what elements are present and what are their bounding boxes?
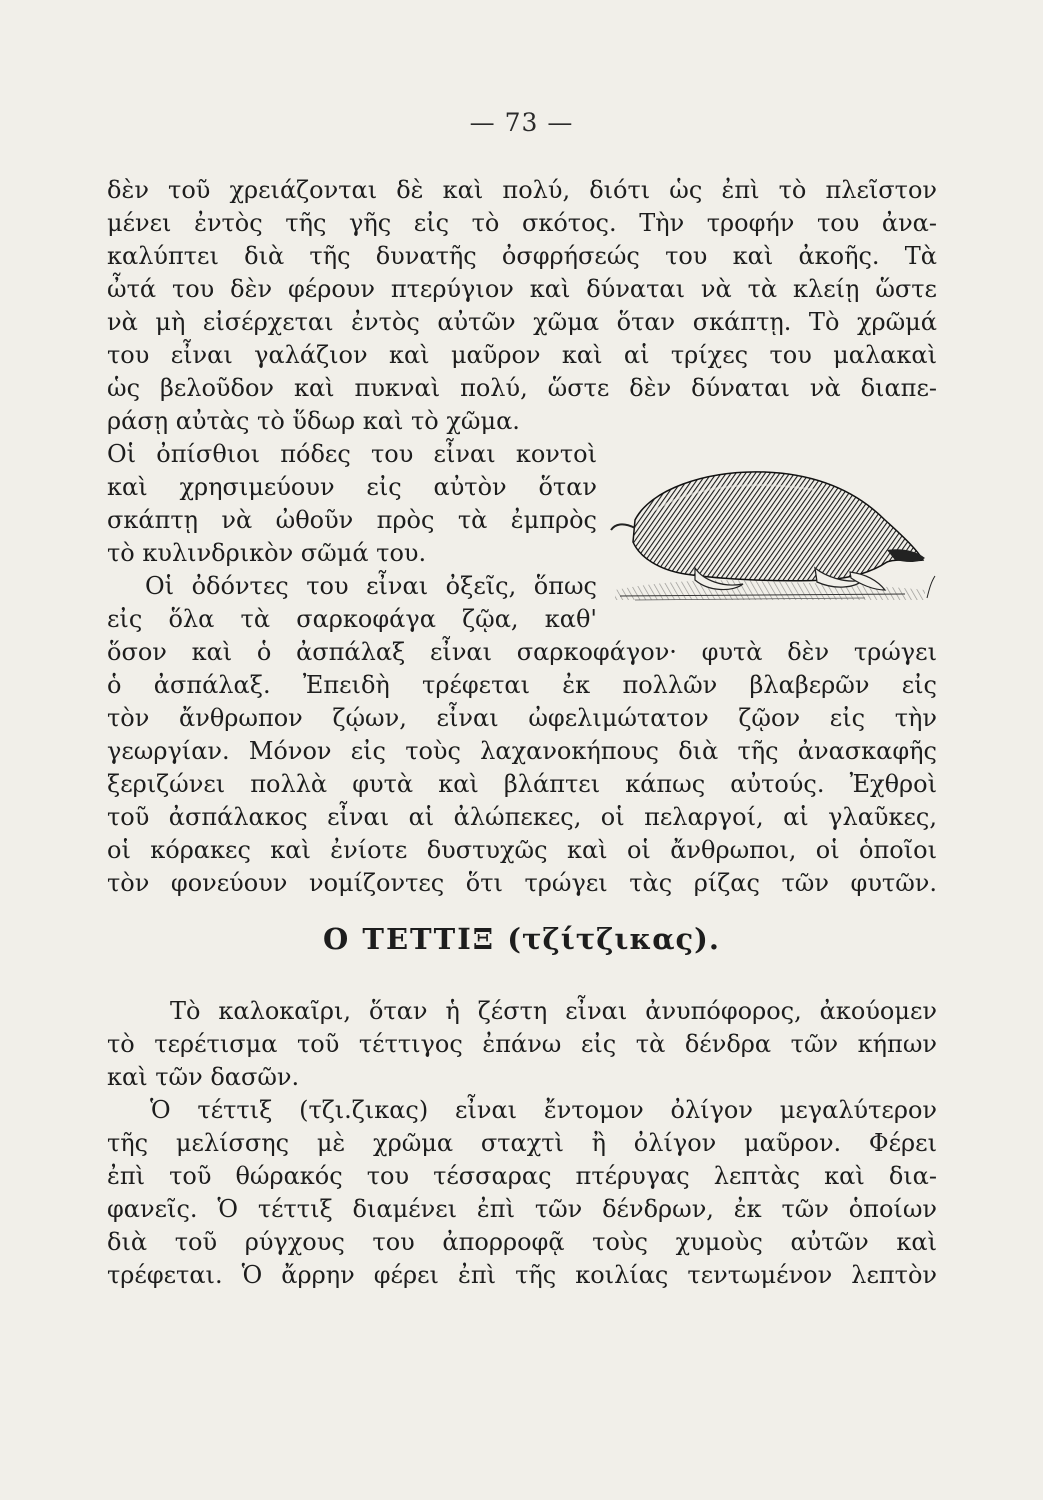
text-line: του εἶναι γαλάζιον καὶ μαῦρον καὶ αἱ τρίχες του μαλακαὶ [107,341,937,369]
text-line: τὸ κυλινδρικὸν σῶμά του. [107,539,427,567]
text-line: καὶ τῶν δασῶν. [107,1063,300,1091]
text-line: σκάπτῃ νὰ ὠθοῦν πρὸς τὰ ἐμπρὸς [107,506,597,534]
mole-illustration [605,450,940,615]
section-title-main: Ο ΤΕΤΤΙΞ [323,922,496,956]
text-line: δὲν τοῦ χρειάζονται δὲ καὶ πολύ, διότι ὡς ἐπὶ τὸ πλεῖστον [107,176,937,204]
text-line: Τὸ καλοκαῖρι, ὅταν ἡ ζέστη εἶναι ἀνυπόφορος, ἀκούομεν [170,997,937,1025]
page-number: — 73 — [469,108,574,137]
text-line: τὸν ἄνθρωπον ζῴων, εἶναι ὠφελιμώτατον ζῷον εἰς τὴν [107,704,937,732]
text-line: γεωργίαν. Μόνον εἰς τοὺς λαχανοκήπους διὰ τῆς ἀνασκαφῆς [107,737,937,765]
text-line: εἰς ὅλα τὰ σαρκοφάγα ζῷα, καθ' [107,605,597,633]
text-line: μένει ἐντὸς τῆς γῆς εἰς τὸ σκότος. Τὴν τροφήν του ἀνα- [107,209,937,237]
text-line: διὰ τοῦ ρύγχους του ἀπορροφᾷ τοὺς χυμοὺς αὐτῶν καὶ [107,1228,937,1256]
text-line: καὶ χρησιμεύουν εἰς αὐτὸν ὅταν [107,473,597,501]
text-line: φανεῖς. Ὁ τέττιξ διαμένει ἐπὶ τῶν δένδρων, ἐκ τῶν ὁποίων [107,1195,937,1223]
text-line: Οἱ ὀδόντες του εἶναι ὀξεῖς, ὅπως [145,572,597,600]
text-line: τὸν φονεύουν νομίζοντες ὅτι τρώγει τὰς ρίζας τῶν φυτῶν. [107,869,937,897]
text-line: τὸ τερέτισμα τοῦ τέττιγος ἐπάνω εἰς τὰ δένδρα τῶν κήπων [107,1030,937,1058]
text-line: οἱ κόρακες καὶ ἐνίοτε δυστυχῶς καὶ οἱ ἄνθρωποι, οἱ ὁποῖοι [107,836,937,864]
section-title-subtitle: (τζίτζικας). [507,922,720,956]
text-line: Ὁ τέττιξ (τζι.ζικας) εἶναι ἔντομον ὀλίγον μεγαλύτερον [150,1096,937,1124]
text-line: ὡς βελοῦδον καὶ πυκναὶ πολύ, ὥστε δὲν δύναται νὰ διαπε- [107,374,937,402]
text-line: τῆς μελίσσης μὲ χρῶμα σταχτὶ ἢ ὀλίγον μαῦρον. Φέρει [107,1129,937,1157]
section-title [0,922,1043,956]
text-line: ὅσον καὶ ὁ ἀσπάλαξ εἶναι σαρκοφάγον· φυτὰ δὲν τρώγει [107,638,937,666]
text-line: καλύπτει διὰ τῆς δυνατῆς ὀσφρήσεώς του καὶ ἀκοῆς. Τὰ [107,242,937,270]
text-line: ὦτά του δὲν φέρουν πτερύγιον καὶ δύναται νὰ τὰ κλείῃ ὥστε [107,275,937,303]
text-line: Οἱ ὀπίσθιοι πόδες του εἶναι κοντοὶ [107,440,597,468]
text-line: ἐπὶ τοῦ θώρακός του τέσσαρας πτέρυγας λεπτὰς καὶ δια- [107,1162,937,1190]
text-line: ράσῃ αὐτὰς τὸ ὕδωρ καὶ τὸ χῶμα. [107,407,520,435]
text-line: τρέφεται. Ὁ ἄρρην φέρει ἐπὶ τῆς κοιλίας τεντωμένον λεπτὸν [107,1261,937,1289]
text-line: τοῦ ἀσπάλακος εἶναι αἱ ἀλώπεκες, οἱ πελαργοί, αἱ γλαῦκες, [107,803,937,831]
text-line: νὰ μὴ εἰσέρχεται ἐντὸς αὐτῶν χῶμα ὅταν σκάπτῃ. Τὸ χρῶμά [107,308,937,336]
text-line: ὁ ἀσπάλαξ. Ἐπειδὴ τρέφεται ἐκ πολλῶν βλαβερῶν εἰς [107,671,937,699]
text-line: ξεριζώνει πολλὰ φυτὰ καὶ βλάπτει κάπως αὐτούς. Ἐχθροὶ [107,770,937,798]
